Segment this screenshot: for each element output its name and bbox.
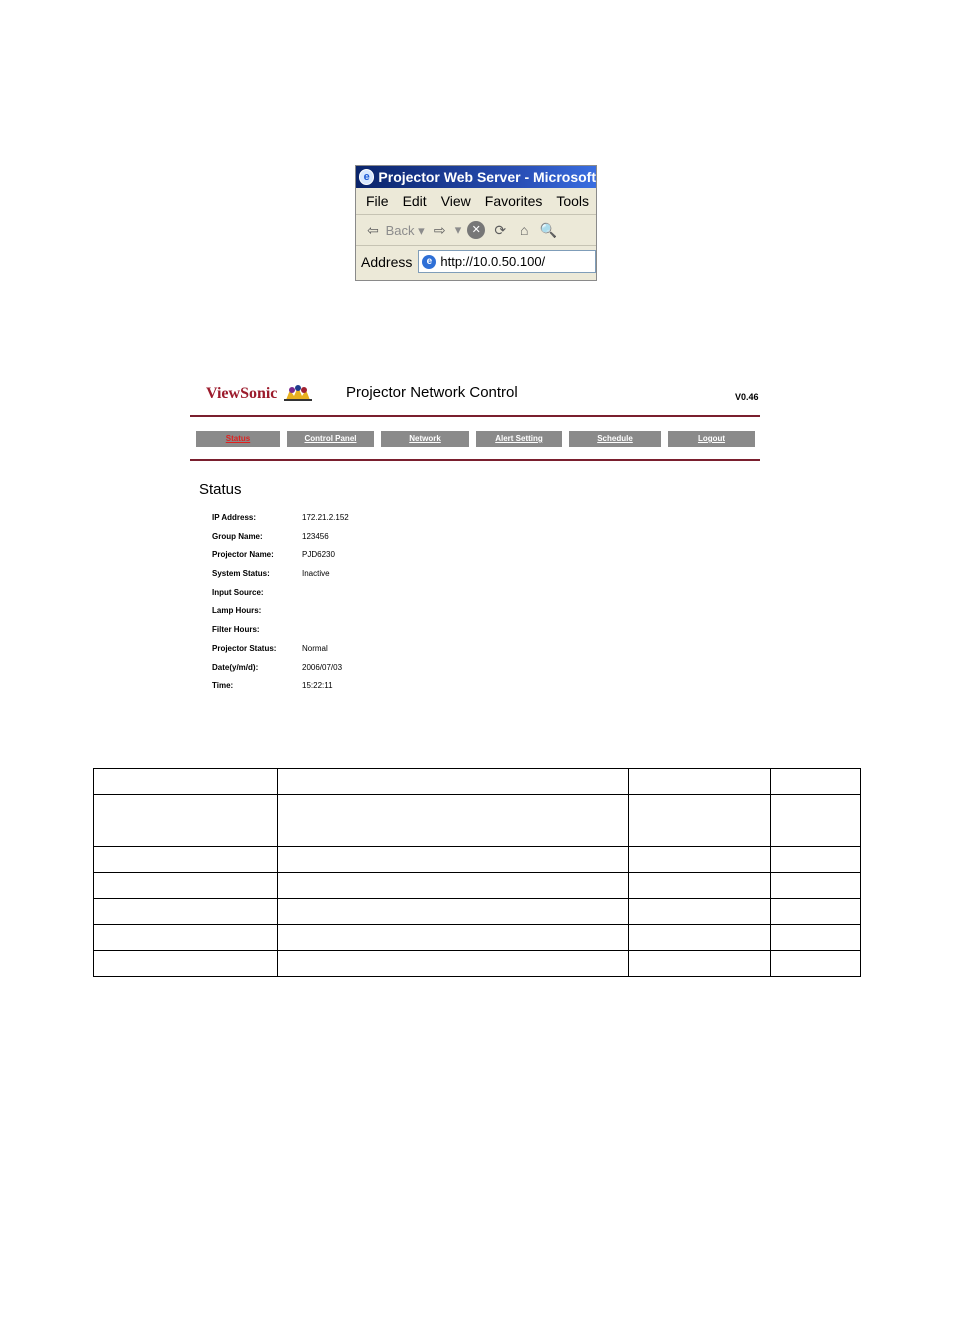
menu-file[interactable]: File (366, 193, 389, 209)
table-cell (629, 873, 771, 899)
status-heading: Status (199, 481, 242, 498)
status-value: 15:22:11 (302, 681, 333, 691)
nav-schedule[interactable]: Schedule (569, 431, 661, 447)
status-label: Projector Status: (212, 643, 277, 653)
address-url[interactable]: http://10.0.50.100/ (440, 254, 546, 269)
table-cell (629, 925, 771, 951)
table-cell (94, 899, 278, 925)
search-icon[interactable]: 🔍 (539, 222, 557, 238)
projector-web-ui (190, 380, 760, 700)
table-cell (629, 951, 771, 977)
status-value: Inactive (302, 569, 330, 579)
table-cell (771, 925, 861, 951)
address-label: Address (361, 253, 413, 270)
status-label: Time: (212, 681, 234, 691)
empty-table (93, 768, 861, 977)
table-cell (277, 925, 629, 951)
bottom-divider (190, 459, 760, 461)
table-cell (771, 769, 861, 795)
status-label: IP Address: (212, 513, 257, 522)
table-cell (629, 795, 771, 847)
status-label: Date(y/m/d): (212, 662, 259, 672)
table-cell (277, 899, 629, 925)
status-label: System Status: (212, 569, 270, 579)
page-title: Projector Network Control (346, 384, 518, 401)
status-label: Projector Name: (212, 550, 274, 560)
table-cell (771, 873, 861, 899)
browser-titlebar (356, 166, 596, 188)
table-cell (94, 795, 278, 847)
table-row (94, 873, 861, 899)
status-label: Lamp Hours: (212, 606, 262, 616)
back-dropdown-icon[interactable]: ▾ (418, 223, 425, 238)
table-row (94, 925, 861, 951)
table-cell (94, 951, 278, 977)
nav-status[interactable]: Status (196, 431, 280, 447)
table-cell (277, 873, 629, 899)
version-label: V0.46 (735, 392, 759, 402)
table-cell (629, 769, 771, 795)
status-value: PJD6230 (302, 550, 335, 560)
address-field[interactable] (418, 250, 596, 273)
back-button[interactable] (364, 221, 425, 239)
ie-logo-icon: e (359, 169, 374, 185)
table-cell (771, 951, 861, 977)
menu-tools[interactable]: Tools (556, 193, 590, 209)
menu-favorites[interactable]: Favorites (484, 193, 543, 209)
menu-edit[interactable]: Edit (402, 193, 427, 209)
table-cell (94, 847, 278, 873)
status-value: Normal (302, 643, 328, 653)
back-arrow-icon: ⇦ (367, 222, 379, 238)
status-value: 2006/07/03 (302, 662, 343, 672)
status-value: 172.21.2.152 (302, 513, 349, 522)
table-cell (94, 873, 278, 899)
nav-logout[interactable]: Logout (668, 431, 755, 447)
nav-network[interactable]: Network (381, 431, 469, 447)
table-cell (629, 899, 771, 925)
table-cell (629, 847, 771, 873)
table-cell (94, 925, 278, 951)
page-icon: e (422, 255, 436, 269)
table-row (94, 795, 861, 847)
table-cell (771, 847, 861, 873)
table-row (94, 899, 861, 925)
back-label: Back (385, 223, 415, 238)
brand-logo: ViewSonic (206, 385, 278, 402)
status-label: Input Source: (212, 587, 264, 597)
viewsonic-birds-icon (284, 384, 312, 402)
status-label: Filter Hours: (212, 625, 260, 635)
table-cell (277, 951, 629, 977)
table-row (94, 951, 861, 977)
table-row (94, 847, 861, 873)
table-cell (94, 769, 278, 795)
top-divider (190, 415, 760, 417)
table-row (94, 769, 861, 795)
nav-bar (196, 431, 756, 447)
menu-view[interactable]: View (440, 193, 471, 209)
table-cell (771, 795, 861, 847)
table-cell (277, 847, 629, 873)
status-value: 123456 (302, 531, 329, 541)
stop-icon[interactable]: ✕ (467, 221, 485, 239)
nav-control-panel[interactable]: Control Panel (287, 431, 374, 447)
table-cell (277, 795, 629, 847)
nav-alert-setting[interactable]: Alert Setting (476, 431, 562, 447)
refresh-icon[interactable]: ⟳ (494, 222, 507, 238)
browser-window (355, 165, 597, 281)
table-cell (277, 769, 629, 795)
browser-toolbar (356, 215, 596, 246)
status-label: Group Name: (212, 531, 263, 541)
home-icon[interactable]: ⌂ (519, 222, 529, 238)
table-cell (771, 899, 861, 925)
forward-dropdown-icon[interactable]: ▾ (454, 222, 462, 237)
window-title: Projector Web Server - Microsoft (378, 169, 596, 185)
address-bar (356, 246, 596, 277)
forward-button[interactable]: ⇨ (433, 222, 446, 238)
menu-bar (356, 188, 596, 215)
